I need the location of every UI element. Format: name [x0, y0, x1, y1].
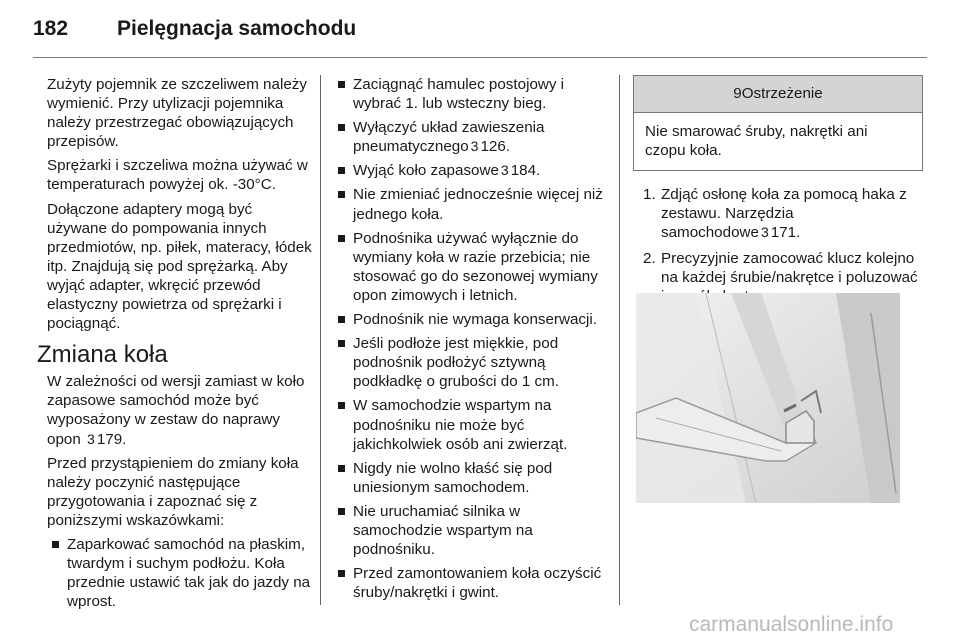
list-item: [333, 334, 613, 391]
list-item-text: W samochodzie wspartym na podnośniku nie może być jakichkolwiek osób ani zwierząt.: [353, 397, 568, 453]
column-divider-1: [320, 75, 321, 605]
ref-arrow-icon: 3: [87, 430, 95, 447]
list-item-text: Podnośnik nie wymaga konserwacji.: [353, 311, 597, 329]
column-divider-2: [619, 75, 620, 605]
warning-box: [633, 75, 923, 171]
page-number: 182: [33, 17, 69, 40]
paragraph: Przed przystąpieniem do zmiany koła należy poczynić następujące przygotowania i zapoznać się z poniższymi wskazówkami:: [47, 454, 299, 529]
list-item-text: Jeśli podłoże jest miękkie, pod podnośnik podłożyć sztywną podkładkę o grubości do 1 cm.: [353, 335, 559, 391]
paragraph: Dołączone adaptery mogą być używane do pompowania innych przedmiotów, np. piłek, materacy, łódek itp. Znajdują się pod sprężarką. Aby wyjąć adapter, wkręcić przewód elastyczny powietrza od sprężarki i pociągnąć.: [47, 200, 312, 333]
bullet-list: [47, 535, 312, 611]
list-item-text: Nigdy nie wolno kłaść się pod uniesionym samochodem.: [353, 459, 553, 496]
warning-text: Nie smarować śruby, nakrętki ani czopu koła.: [645, 123, 868, 160]
bullet-icon: [338, 167, 345, 174]
watermark: carmanualsonline.info: [689, 613, 894, 636]
list-item-text: Nie zmieniać jednocześnie więcej niż jednego koła.: [353, 186, 603, 223]
list-item: [333, 118, 613, 156]
bullet-icon: [338, 402, 345, 409]
bullet-icon: [338, 465, 345, 472]
bullet-icon: [338, 81, 345, 88]
list-item-text: Zaparkować samochód na płaskim, twardym i suchym podłożu. Koła przednie ustawić tak jak do jazdy na wprost.: [67, 535, 311, 611]
page-reference-link[interactable]: 179.: [96, 430, 127, 448]
list-item-text: Zaciągnąć hamulec postojowy i wybrać 1. lub wsteczny bieg.: [353, 76, 565, 113]
bullet-icon: [338, 570, 345, 577]
intro-text: W zależności od wersji zamiast w koło zapasowe samochód może być wyposażony w zestaw do naprawy opon: [47, 373, 305, 448]
warning-title: Ostrzeżenie: [741, 85, 823, 102]
list-item: [333, 502, 613, 559]
column-left: [37, 75, 312, 616]
list-item: [333, 161, 613, 180]
step-number: 1.: [643, 186, 656, 204]
page-title: Pielęgnacja samochodu: [117, 17, 357, 40]
bullet-icon: [338, 340, 345, 347]
list-item: [333, 564, 613, 602]
column-right: [633, 75, 923, 312]
list-item-text: Podnośnika używać wyłącznie do wymiany koła w razie przebicia; nie stosować go do sezonowej wymiany opon zimowych i letnich.: [353, 229, 598, 304]
column-middle: [333, 75, 613, 607]
bullet-icon: [52, 541, 59, 548]
step-number: 2.: [643, 249, 656, 267]
step-text: Precyzyjnie zamocować klucz kolejno na każdej śrubie/nakrętce i poluzować: [661, 249, 918, 286]
step-text: Zdjąć osłonę koła za pomocą haka z zestawu. Narzędzia samochodowe: [661, 186, 907, 242]
list-item: [333, 459, 613, 497]
paragraph: Sprężarki i szczeliwa można używać w temperaturach powyżej ok. -30°C.: [47, 157, 308, 194]
bullet-icon: [338, 316, 345, 323]
list-item: [47, 535, 312, 611]
list-item-text: Przed zamontowaniem koła oczyścić śruby/nakrętki i gwint.: [353, 565, 602, 602]
paragraph: Zużyty pojemnik ze szczeliwem należy wymienić. Przy utylizacji pojemnika należy przestrzegać obowiązujących przepisów.: [47, 76, 307, 151]
bullet-icon: [338, 508, 345, 515]
numbered-list: [633, 185, 923, 306]
header-rule: [33, 57, 927, 58]
ref-arrow-icon: 3: [470, 138, 479, 155]
list-item: [333, 396, 613, 453]
list-item: [333, 229, 613, 305]
section-heading: Zmiana koła: [37, 341, 168, 369]
intro-paragraph: [47, 372, 312, 448]
list-item-text: Wyłączyć układ zawieszenia pneumatycznego: [353, 119, 545, 156]
jack-illustration: [636, 293, 900, 503]
bullet-icon: [338, 235, 345, 242]
list-item: [633, 185, 923, 242]
ref-arrow-icon: 3: [760, 224, 769, 241]
ref-arrow-icon: 3: [500, 162, 509, 179]
bullet-icon: [338, 191, 345, 198]
list-item: [333, 310, 613, 329]
bullet-list: [333, 75, 613, 602]
bullet-icon: [338, 124, 345, 131]
list-item: [333, 185, 613, 223]
list-item: [333, 75, 613, 113]
list-item-text: Nie uruchamiać silnika w samochodzie wspartym na podnośniku.: [353, 502, 533, 559]
page-reference-link[interactable]: 126.: [480, 138, 511, 156]
warning-icon: 9: [733, 85, 742, 102]
list-item-text: Wyjąć koło zapasowe: [353, 162, 499, 180]
warning-header: [634, 76, 922, 113]
page-reference-link[interactable]: 171.: [770, 224, 801, 242]
page-reference-link[interactable]: 184.: [510, 162, 541, 180]
